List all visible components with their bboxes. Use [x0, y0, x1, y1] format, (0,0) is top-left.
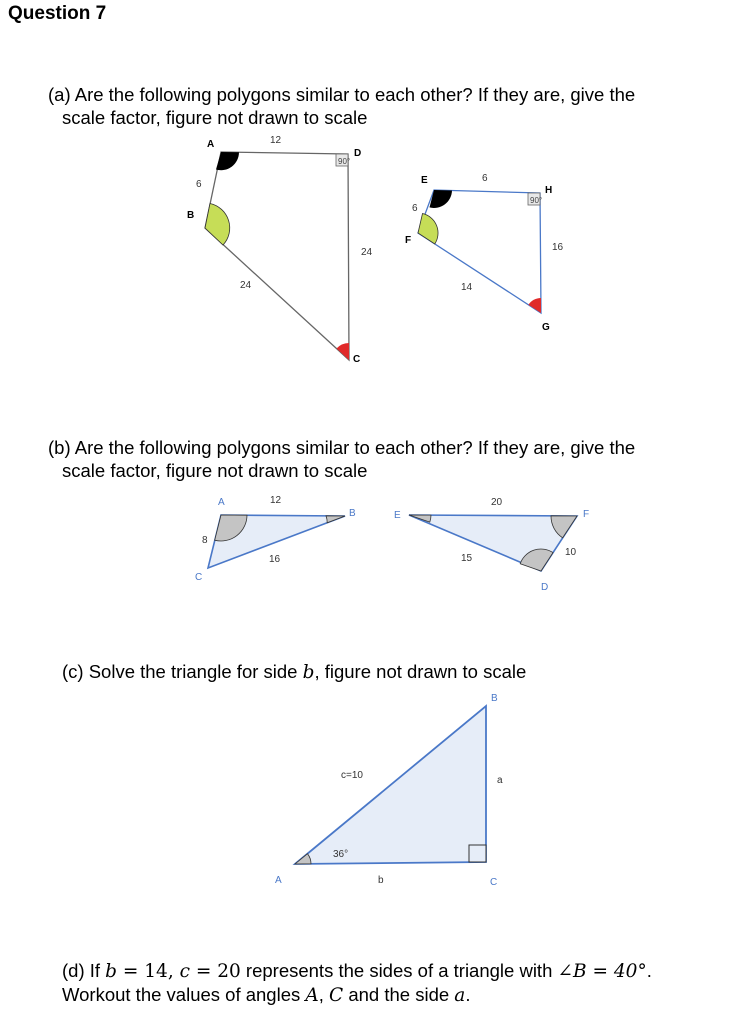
b-vertex-b: B [349, 508, 356, 519]
c-vertex-a: A [275, 875, 282, 886]
part-d-comma: , [167, 961, 180, 982]
vertex-f: F [405, 235, 412, 246]
polygon-abcd [187, 135, 373, 365]
part-d-prefix: (d) If [62, 960, 106, 981]
part-d-text [62, 959, 652, 1007]
part-d-eq1: = [117, 961, 145, 982]
c-vertex-c: C [490, 877, 498, 888]
part-d-var-a-upper: A [305, 985, 319, 1006]
part-d-eq2: = [189, 961, 218, 982]
angle-b-marker-b [326, 516, 345, 523]
side-eh-label: 6 [482, 173, 488, 184]
vertex-g: G [542, 322, 550, 333]
part-b-line1: (b) Are the following polygons similar to each other? If they are, give the [48, 437, 636, 458]
angle-f-marker [418, 214, 438, 244]
triangle-abc [195, 495, 356, 583]
part-c-text [62, 660, 526, 684]
polygon-efgh [405, 173, 564, 333]
b-vertex-c: C [195, 572, 203, 583]
part-a-line1: (a) Are the following polygons similar to each other? If they are, give the [48, 84, 636, 105]
side-fg-label: 14 [461, 282, 473, 293]
triangle-efd [394, 497, 589, 593]
angle-d-label: 90° [338, 157, 351, 166]
part-d-line2 [62, 983, 652, 1007]
angle-b-marker [205, 204, 230, 246]
part-a-line2: scale factor, figure not drawn to scale [62, 107, 368, 128]
b-side-ac-label: 8 [202, 535, 208, 546]
part-d-angle-val: 40° [613, 961, 647, 982]
part-d-line1 [62, 960, 652, 981]
vertex-h: H [545, 185, 553, 196]
part-d-end: . [646, 960, 652, 981]
vertex-b: B [187, 210, 195, 221]
part-d-b-var: b [105, 961, 118, 982]
part-d-line2-end: . [465, 984, 471, 1005]
part-c-prefix: (c) Solve the triangle for side [62, 661, 303, 682]
angle-c-right-marker [469, 845, 486, 862]
triangle-c [275, 693, 503, 888]
part-d-sep: , [318, 984, 330, 1005]
angle-h-label: 90° [530, 196, 543, 205]
angle-a-marker-c [295, 854, 311, 864]
part-d-line2-prefix: Workout the values of angles [62, 984, 306, 1005]
vertex-d: D [354, 148, 362, 159]
b-side-cb-label: 16 [269, 554, 281, 565]
b-vertex-f: F [583, 509, 590, 520]
part-b-line2: scale factor, figure not drawn to scale [62, 460, 368, 481]
part-d-c-val: 20 [217, 961, 241, 982]
c-side-c-label: c=10 [341, 770, 363, 781]
angle-c-marker [337, 343, 350, 360]
b-side-ed-label: 15 [461, 553, 473, 564]
part-b-text [48, 436, 635, 482]
angle-a-marker [216, 152, 239, 170]
question-title: Question 7 [8, 3, 107, 24]
side-ab-label: 6 [196, 179, 202, 190]
b-vertex-d: D [541, 582, 549, 593]
side-ef-label: 6 [412, 203, 418, 214]
part-d-var-c-upper: C [329, 985, 344, 1006]
c-vertex-b: B [491, 693, 498, 704]
part-d-line2-mid: and the side [343, 984, 455, 1005]
part-d-angle-var: B [573, 961, 587, 982]
part-d-eq3: = [586, 961, 614, 982]
vertex-c: C [353, 354, 361, 365]
b-vertex-e: E [394, 510, 401, 521]
c-side-b-label: b [378, 875, 384, 886]
side-hg-label: 16 [552, 242, 564, 253]
b-vertex-a: A [218, 497, 225, 508]
c-side-a-label: a [497, 775, 503, 786]
b-side-fd-label: 10 [565, 547, 577, 558]
vertex-a: A [207, 139, 215, 150]
b-side-ab-label: 12 [270, 495, 282, 506]
vertex-e: E [421, 175, 428, 186]
angle-e-marker-b [409, 515, 431, 522]
angle-g-marker [528, 298, 541, 313]
side-bc-label: 24 [240, 280, 252, 291]
side-dc-label: 24 [361, 247, 373, 258]
part-d-var-a: a [454, 985, 466, 1006]
part-d-b-val: 14 [144, 961, 168, 982]
part-d-c-var: c [179, 961, 190, 982]
c-angle-a-label: 36° [333, 849, 349, 860]
part-c-suffix: , figure not drawn to scale [314, 661, 527, 682]
part-c-var-b: b [302, 662, 315, 683]
side-ad-label: 12 [270, 135, 282, 146]
b-side-ef-label: 20 [491, 497, 503, 508]
part-d-angle-sym: ∠ [557, 961, 574, 982]
part-d-middle: represents the sides of a triangle with [240, 960, 558, 981]
